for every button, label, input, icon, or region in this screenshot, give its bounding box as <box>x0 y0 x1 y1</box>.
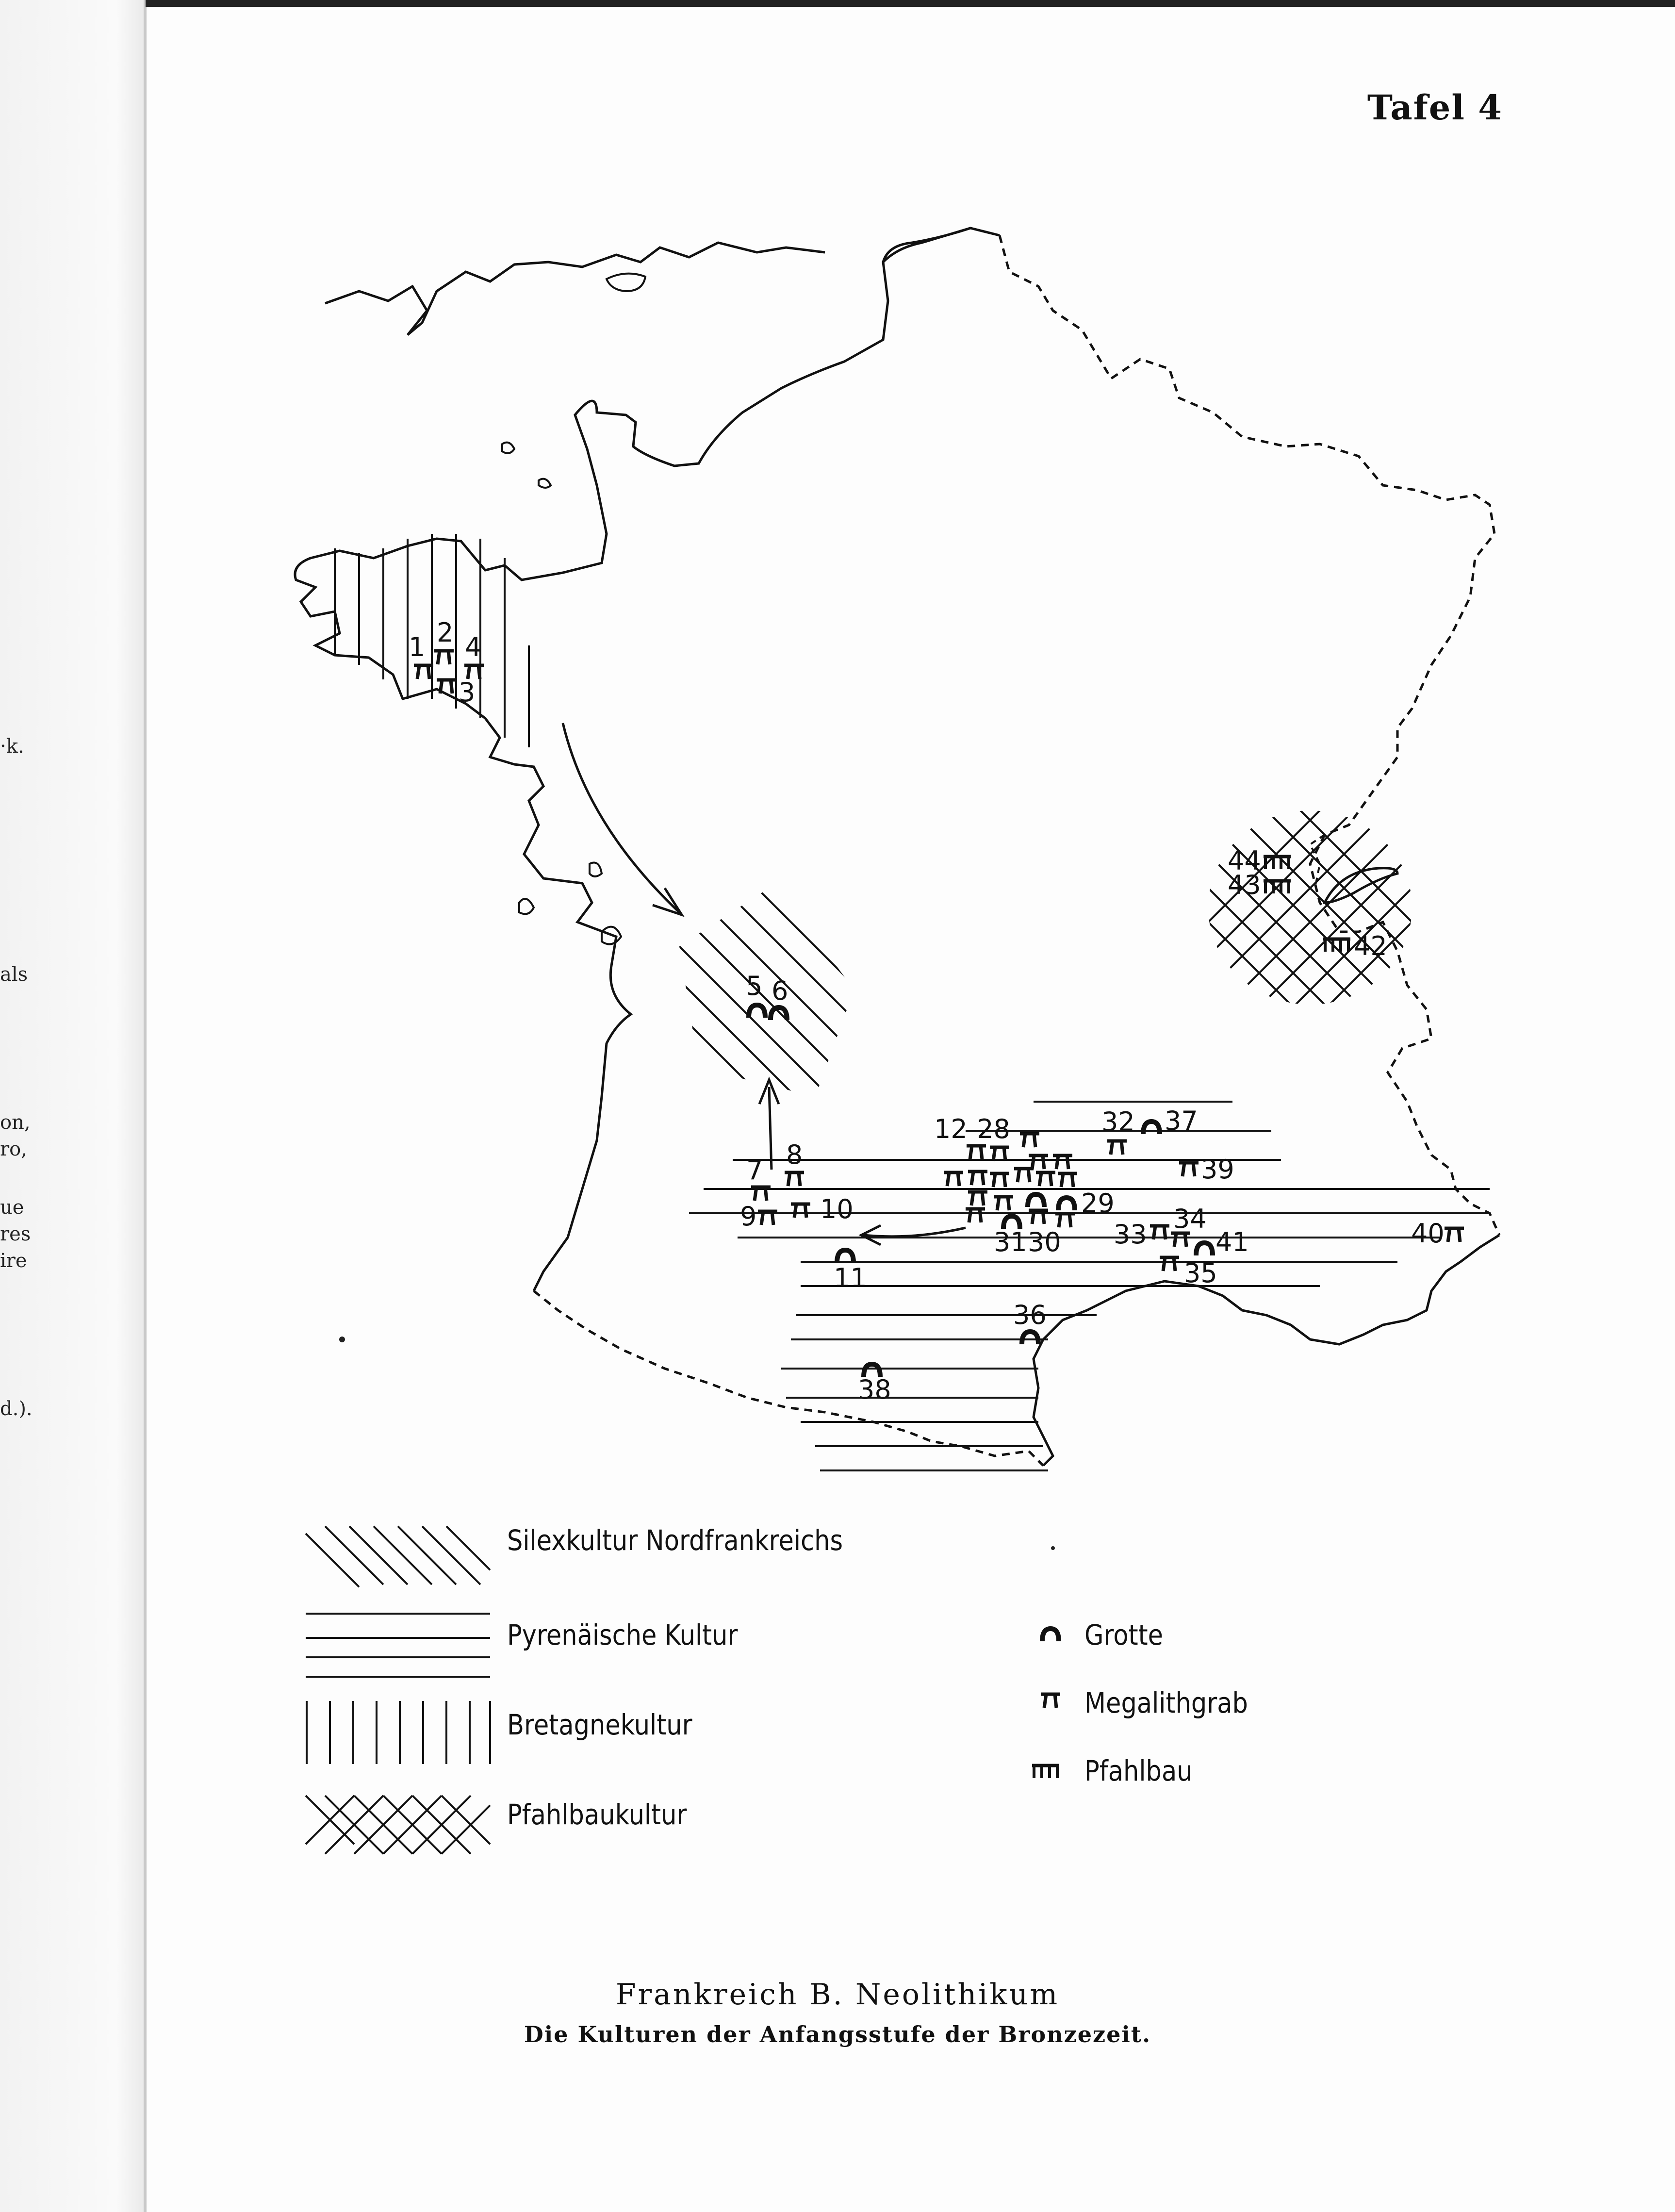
site-label: 11 <box>834 1263 867 1293</box>
site-label: 38 <box>858 1374 891 1405</box>
site-37-grotte-icon <box>1143 1122 1160 1134</box>
pfahlbau-culture-area <box>1189 699 1431 1145</box>
site-label: 40 <box>1411 1218 1445 1249</box>
site-label: 31 <box>994 1227 1027 1257</box>
site-label: 12-28 <box>934 1114 1010 1144</box>
margin-fragment: ire <box>0 1250 27 1272</box>
site-label: 43 <box>1228 870 1261 900</box>
site-label: 10 <box>820 1194 854 1224</box>
legend-label-pfahlbau: Pfahlbau <box>1084 1754 1193 1787</box>
site-label: 7 <box>746 1155 763 1186</box>
pyrenean-culture-area <box>689 1102 1490 1470</box>
site-label: 1 <box>409 632 426 662</box>
site-label: 39 <box>1201 1154 1234 1185</box>
site-40-megalith-icon <box>1445 1228 1464 1242</box>
scan-speck <box>1051 1546 1055 1550</box>
site-label: 8 <box>786 1139 803 1170</box>
site-41-grotte-icon <box>1196 1243 1213 1255</box>
legend-label-grotte: Grotte <box>1084 1618 1164 1651</box>
site-label: 6 <box>772 975 788 1006</box>
margin-fragment: d.). <box>0 1398 33 1420</box>
site-label: 29 <box>1081 1188 1115 1219</box>
legend-label-pyrenean: Pyrenäische Kultur <box>507 1618 738 1651</box>
site-8-megalith-icon <box>785 1172 804 1186</box>
site-39-megalith-icon <box>1179 1163 1199 1176</box>
margin-fragment: ue <box>0 1196 24 1219</box>
site-label: 30 <box>1028 1227 1061 1257</box>
site-3-megalith-icon <box>437 680 456 693</box>
site-label: 5 <box>746 971 763 1001</box>
france-coastline <box>295 228 970 1291</box>
plate-number: Tafel 4 <box>1367 87 1503 128</box>
legend-megalith-icon <box>1041 1694 1060 1708</box>
channel-island <box>539 479 551 488</box>
site-label: 9 <box>740 1201 757 1232</box>
site-label: 37 <box>1165 1106 1198 1136</box>
france-mediterranean-coast <box>1043 1235 1499 1344</box>
site-1-megalith-icon <box>414 665 433 679</box>
site-label: 2 <box>437 617 454 648</box>
migration-arrow-west <box>864 1228 966 1237</box>
site-label: 32 <box>1101 1106 1135 1137</box>
legend-swatch-vertical-lines <box>307 1701 490 1764</box>
site-label: 35 <box>1184 1258 1217 1288</box>
site-6-grotte-icon <box>771 1007 787 1020</box>
site-35-megalith-icon <box>1160 1257 1179 1271</box>
site-label: 3 <box>459 677 476 708</box>
legend-pfahlbau-icon <box>1032 1766 1059 1778</box>
site-label: 42 <box>1354 931 1387 961</box>
legend-label-bretagne: Bretagnekultur <box>507 1708 692 1741</box>
caption-subtitle: Die Kulturen der Anfangsstufe der Bronzezeit. <box>524 2021 1151 2047</box>
legend-label-pfahlbau-culture: Pfahlbaukultur <box>507 1798 687 1831</box>
margin-fragment: on, <box>0 1111 31 1134</box>
legend-swatch-diagonal-hatch <box>306 1526 490 1587</box>
margin-fragment: ro, <box>0 1138 27 1160</box>
site-2-megalith-icon <box>434 651 454 664</box>
site-34-megalith-icon <box>1171 1233 1190 1247</box>
scan-speck <box>339 1337 345 1342</box>
site-label: 33 <box>1114 1219 1147 1250</box>
atlantic-island <box>519 899 534 914</box>
site-label: 44 <box>1228 845 1261 876</box>
margin-fragment: ·k. <box>0 735 24 758</box>
site-29-grotte-icon <box>1028 1194 1075 1210</box>
legend-grotte-icon <box>1042 1629 1059 1641</box>
pyrenees-border <box>534 1291 1043 1466</box>
site-5-grotte-icon <box>749 1005 765 1018</box>
margin-fragment: res <box>0 1223 31 1245</box>
site-10-megalith-icon <box>791 1204 810 1218</box>
legend-swatch-horizontal-lines <box>306 1614 490 1677</box>
migration-arrow-north <box>769 1087 772 1170</box>
site-36-grotte-icon <box>1022 1332 1038 1344</box>
site-label: 36 <box>1013 1300 1047 1330</box>
silex-culture-area <box>631 728 873 1208</box>
site-label: 41 <box>1215 1227 1249 1257</box>
legend-swatch-cross-hatch <box>306 1796 490 1854</box>
england-coastline <box>325 243 825 335</box>
channel-island <box>502 443 514 453</box>
site-label: 34 <box>1173 1204 1207 1234</box>
caption-title: Frankreich B. Neolithikum <box>615 1978 1060 2012</box>
site-label: 4 <box>465 632 482 662</box>
isle-of-wight <box>607 274 645 291</box>
margin-fragment: als <box>0 963 28 986</box>
site-32-megalith-icon <box>1107 1141 1127 1155</box>
atlantic-island <box>590 863 602 877</box>
land-border <box>1000 235 1499 1235</box>
legend-label-silex: Silexkultur Nordfrankreichs <box>507 1524 843 1557</box>
legend-label-megalith: Megalithgrab <box>1084 1686 1248 1719</box>
